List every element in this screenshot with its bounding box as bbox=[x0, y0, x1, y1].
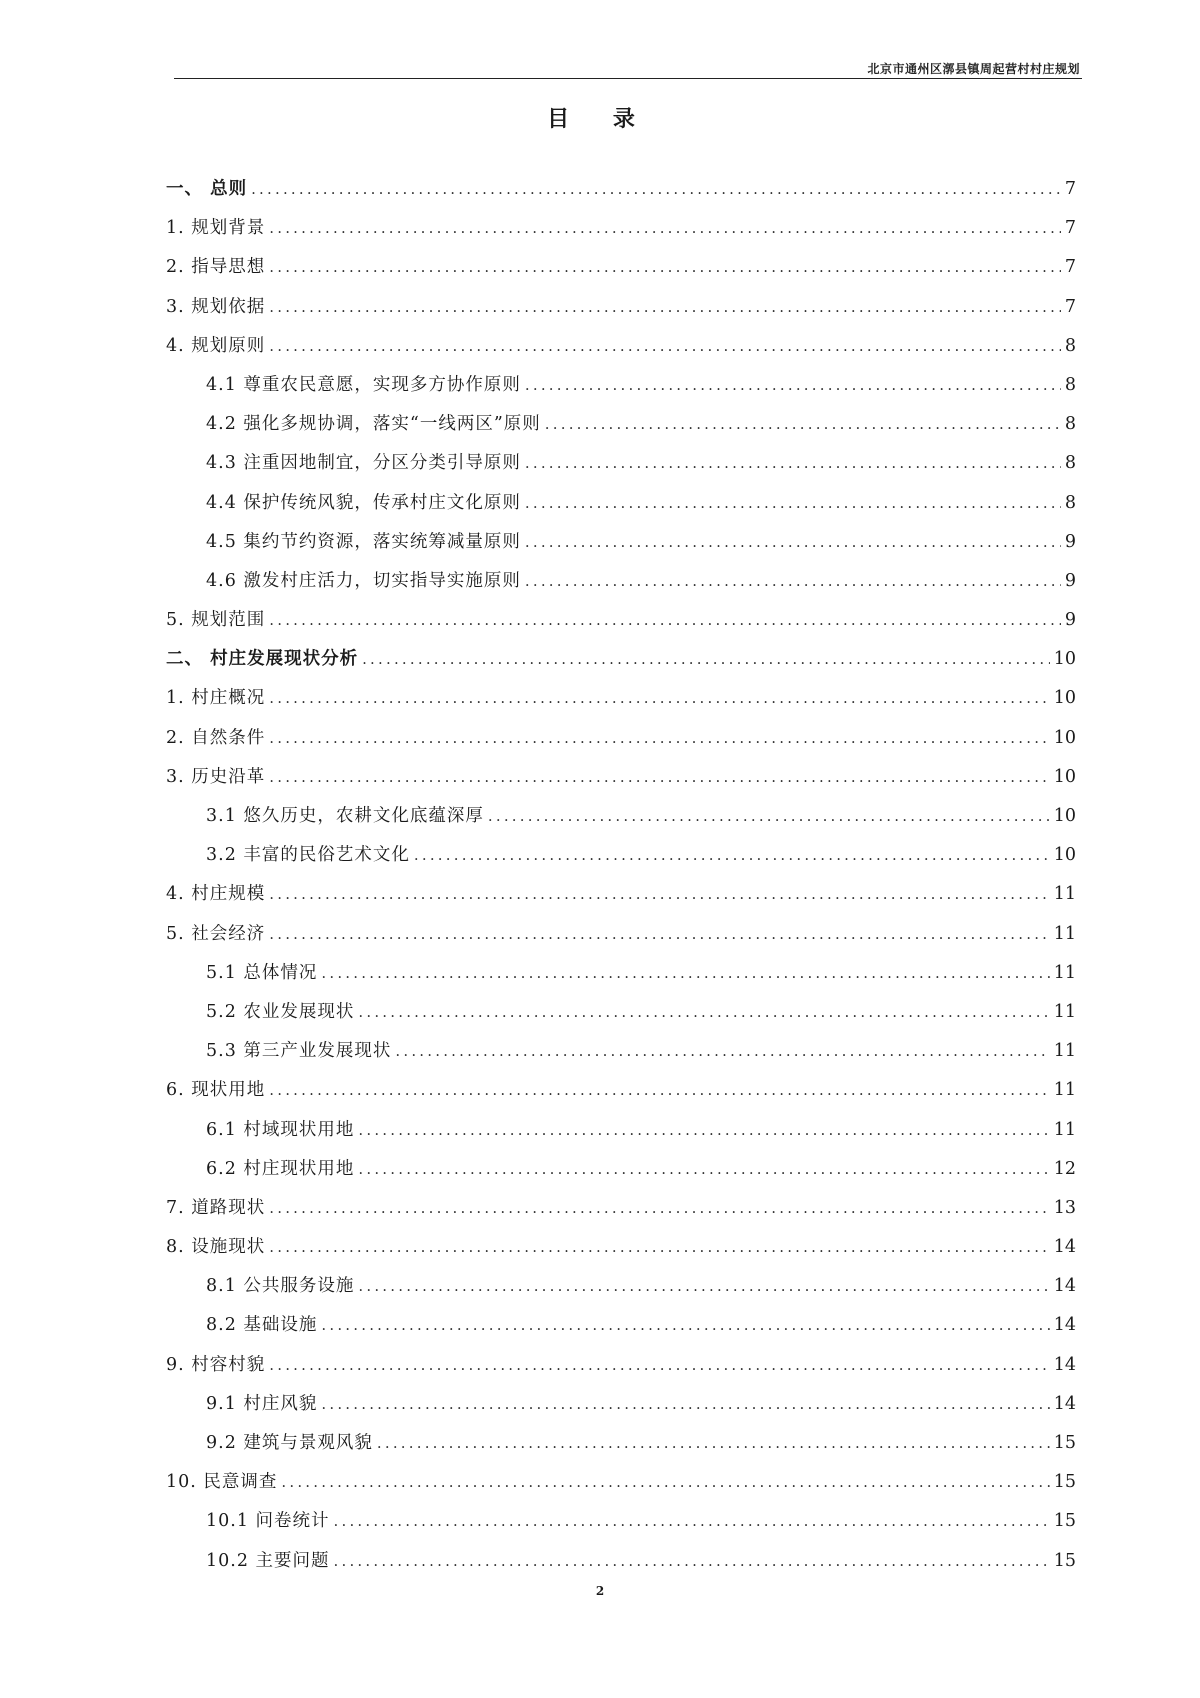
toc-entry-page: 12 bbox=[1053, 1158, 1076, 1179]
toc-entry-page: 11 bbox=[1053, 1119, 1076, 1140]
toc-entry-page: 9 bbox=[1064, 531, 1076, 552]
toc-entry[interactable] bbox=[166, 797, 1076, 836]
toc-entry-label: 10.2 主要问题 bbox=[206, 1550, 330, 1571]
toc-entry-label: 6.2 村庄现状用地 bbox=[206, 1158, 355, 1179]
toc-entry-label: 5.1 总体情况 bbox=[206, 962, 318, 983]
toc-entry[interactable] bbox=[166, 1346, 1076, 1385]
toc-dot-leader bbox=[269, 915, 1049, 954]
toc-dot-leader bbox=[334, 1502, 1050, 1541]
toc-entry[interactable] bbox=[166, 954, 1076, 993]
toc-entry-label: 3.2 丰富的民俗艺术文化 bbox=[206, 845, 410, 866]
toc-entry[interactable] bbox=[166, 1150, 1076, 1189]
toc-dot-leader bbox=[362, 640, 1050, 679]
toc-entry[interactable] bbox=[166, 523, 1076, 562]
toc-entry-page: 11 bbox=[1053, 884, 1076, 905]
toc-entry-page: 10 bbox=[1053, 688, 1076, 709]
toc-entry-page: 13 bbox=[1053, 1197, 1076, 1218]
toc-entry-label: 9.1 村庄风貌 bbox=[206, 1393, 318, 1414]
toc-entry-label: 4.5 集约节约资源，落实统筹减量原则 bbox=[206, 531, 521, 552]
toc-entry-page: 9 bbox=[1064, 570, 1076, 591]
toc-entry-page: 7 bbox=[1064, 257, 1076, 278]
toc-entry[interactable] bbox=[166, 1189, 1076, 1228]
toc-entry-page: 15 bbox=[1053, 1550, 1076, 1571]
toc-dot-leader bbox=[269, 1189, 1049, 1228]
toc-entry-label: 4.1 尊重农民意愿，实现多方协作原则 bbox=[206, 374, 521, 395]
toc-entry-page: 10 bbox=[1053, 649, 1076, 670]
toc-entry-label: 3.1 悠久历史，农耕文化底蕴深厚 bbox=[206, 806, 484, 826]
toc-entry-page: 14 bbox=[1053, 1315, 1076, 1336]
toc-entry[interactable] bbox=[166, 1424, 1076, 1463]
toc-dot-leader bbox=[269, 327, 1061, 366]
toc-entry[interactable] bbox=[166, 640, 1076, 679]
toc-entry-label: 1. 规划背景 bbox=[166, 218, 266, 239]
toc-entry[interactable] bbox=[166, 1071, 1076, 1110]
toc-entry-page: 7 bbox=[1064, 296, 1076, 317]
toc-dot-leader bbox=[525, 484, 1061, 523]
toc-entry-page: 10 bbox=[1053, 766, 1076, 787]
toc-entry[interactable] bbox=[166, 248, 1076, 287]
toc-dot-leader bbox=[321, 1306, 1049, 1345]
page-number: 2 bbox=[595, 1584, 605, 1598]
toc-entry[interactable] bbox=[166, 444, 1076, 483]
toc-dot-leader bbox=[358, 993, 1049, 1032]
toc-entry-label: 9.2 建筑与景观风貌 bbox=[206, 1433, 373, 1453]
toc-entry-label: 5.2 农业发展现状 bbox=[206, 1001, 355, 1022]
toc-entry-label: 7. 道路现状 bbox=[166, 1197, 266, 1218]
toc-entry-label: 3. 历史沿革 bbox=[166, 766, 266, 787]
toc-dot-leader bbox=[269, 288, 1061, 327]
toc-entry-label: 5. 规划范围 bbox=[166, 610, 266, 631]
table-of-contents bbox=[166, 170, 1076, 1581]
toc-entry-label: 6. 现状用地 bbox=[166, 1080, 266, 1101]
toc-entry[interactable] bbox=[166, 758, 1076, 797]
running-header: 北京市通州区漷县镇周起营村村庄规划 bbox=[867, 62, 1080, 76]
toc-entry[interactable] bbox=[166, 1502, 1076, 1541]
toc-entry[interactable] bbox=[166, 836, 1076, 875]
toc-dot-leader bbox=[377, 1424, 1050, 1463]
toc-dot-leader bbox=[269, 209, 1061, 248]
toc-entry-label: 8. 设施现状 bbox=[166, 1237, 266, 1258]
toc-dot-leader bbox=[269, 875, 1049, 914]
toc-entry-label: 一、 总则 bbox=[166, 179, 248, 199]
toc-entry[interactable] bbox=[166, 915, 1076, 954]
toc-entry-label: 二、 村庄发展现状分析 bbox=[166, 649, 359, 670]
toc-dot-leader bbox=[251, 170, 1061, 209]
toc-dot-leader bbox=[269, 679, 1049, 718]
toc-entry-label: 10. 民意调查 bbox=[166, 1472, 278, 1493]
toc-entry[interactable] bbox=[166, 327, 1076, 366]
toc-entry[interactable] bbox=[166, 170, 1076, 209]
toc-entry-label: 4.6 激发村庄活力，切实指导实施原则 bbox=[206, 570, 521, 591]
toc-entry-page: 11 bbox=[1053, 1041, 1076, 1062]
toc-entry[interactable] bbox=[166, 1228, 1076, 1267]
toc-entry[interactable] bbox=[166, 993, 1076, 1032]
toc-dot-leader bbox=[525, 562, 1061, 601]
toc-entry-page: 11 bbox=[1053, 962, 1076, 983]
toc-entry-page: 11 bbox=[1053, 1001, 1076, 1022]
toc-entry-label: 9. 村容村貌 bbox=[166, 1354, 266, 1375]
toc-entry[interactable] bbox=[166, 1463, 1076, 1502]
toc-entry[interactable] bbox=[166, 562, 1076, 601]
toc-entry[interactable] bbox=[166, 601, 1076, 640]
toc-dot-leader bbox=[525, 366, 1061, 405]
toc-entry-label: 4. 规划原则 bbox=[166, 335, 266, 356]
toc-entry-label: 10.1 问卷统计 bbox=[206, 1511, 330, 1532]
toc-entry[interactable] bbox=[166, 209, 1076, 248]
toc-dot-leader bbox=[358, 1150, 1049, 1189]
toc-entry-label: 2. 自然条件 bbox=[166, 727, 266, 748]
toc-entry-label: 4.2 强化多规协调，落实“一线两区”原则 bbox=[206, 414, 541, 435]
toc-entry-label: 8.2 基础设施 bbox=[206, 1315, 318, 1336]
toc-entry[interactable] bbox=[166, 1111, 1076, 1150]
toc-entry-label: 4.3 注重因地制宜，分区分类引导原则 bbox=[206, 453, 521, 474]
toc-dot-leader bbox=[545, 405, 1061, 444]
toc-title: 目 录 bbox=[547, 107, 653, 132]
toc-dot-leader bbox=[525, 523, 1061, 562]
toc-entry-page: 14 bbox=[1053, 1276, 1076, 1297]
toc-entry[interactable] bbox=[166, 1306, 1076, 1345]
toc-dot-leader bbox=[269, 719, 1049, 758]
toc-entry-label: 6.1 村域现状用地 bbox=[206, 1119, 355, 1140]
toc-entry[interactable] bbox=[166, 288, 1076, 327]
toc-entry-label: 5.3 第三产业发展现状 bbox=[206, 1041, 392, 1062]
toc-dot-leader bbox=[358, 1267, 1049, 1306]
toc-entry-label: 8.1 公共服务设施 bbox=[206, 1276, 355, 1297]
toc-entry-label: 4. 村庄规模 bbox=[166, 884, 266, 905]
toc-dot-leader bbox=[269, 248, 1061, 287]
toc-entry-page: 10 bbox=[1053, 806, 1076, 826]
toc-entry-page: 8 bbox=[1064, 374, 1076, 395]
toc-dot-leader bbox=[269, 1346, 1049, 1385]
toc-entry[interactable] bbox=[166, 679, 1076, 718]
toc-entry-page: 8 bbox=[1064, 414, 1076, 435]
toc-entry-page: 7 bbox=[1064, 218, 1076, 239]
header-divider bbox=[174, 78, 1082, 79]
toc-dot-leader bbox=[269, 1228, 1049, 1267]
toc-dot-leader bbox=[358, 1111, 1049, 1150]
toc-entry-page: 8 bbox=[1064, 453, 1076, 474]
toc-dot-leader bbox=[269, 601, 1061, 640]
toc-entry-label: 4.4 保护传统风貌，传承村庄文化原则 bbox=[206, 492, 521, 513]
toc-entry-page: 15 bbox=[1053, 1511, 1076, 1532]
toc-entry-page: 14 bbox=[1053, 1393, 1076, 1414]
toc-entry-page: 10 bbox=[1053, 727, 1076, 748]
toc-entry[interactable] bbox=[166, 1542, 1076, 1581]
toc-entry-page: 11 bbox=[1053, 1080, 1076, 1101]
toc-entry[interactable] bbox=[166, 366, 1076, 405]
toc-entry[interactable] bbox=[166, 1385, 1076, 1424]
toc-entry-page: 9 bbox=[1064, 610, 1076, 631]
toc-dot-leader bbox=[321, 1385, 1049, 1424]
toc-entry-label: 3. 规划依据 bbox=[166, 296, 266, 317]
toc-entry-page: 11 bbox=[1053, 923, 1076, 944]
toc-entry[interactable] bbox=[166, 1267, 1076, 1306]
toc-entry-label: 5. 社会经济 bbox=[166, 923, 266, 944]
toc-entry-page: 14 bbox=[1053, 1237, 1076, 1258]
toc-entry-page: 7 bbox=[1064, 179, 1076, 199]
toc-entry[interactable] bbox=[166, 1032, 1076, 1071]
toc-dot-leader bbox=[269, 758, 1049, 797]
toc-dot-leader bbox=[281, 1463, 1049, 1502]
toc-entry[interactable] bbox=[166, 484, 1076, 523]
toc-dot-leader bbox=[321, 954, 1049, 993]
toc-entry[interactable] bbox=[166, 405, 1076, 444]
toc-entry[interactable] bbox=[166, 719, 1076, 758]
toc-entry-label: 2. 指导思想 bbox=[166, 257, 266, 278]
toc-dot-leader bbox=[269, 1071, 1049, 1110]
toc-entry-page: 15 bbox=[1053, 1472, 1076, 1493]
toc-entry-page: 14 bbox=[1053, 1354, 1076, 1375]
toc-dot-leader bbox=[395, 1032, 1049, 1071]
toc-entry-page: 8 bbox=[1064, 492, 1076, 513]
toc-dot-leader bbox=[525, 444, 1061, 483]
toc-entry-page: 10 bbox=[1053, 845, 1076, 866]
toc-entry-page: 15 bbox=[1053, 1433, 1076, 1453]
toc-dot-leader bbox=[488, 797, 1050, 836]
toc-entry-label: 1. 村庄概况 bbox=[166, 688, 266, 709]
toc-entry[interactable] bbox=[166, 875, 1076, 914]
toc-dot-leader bbox=[414, 836, 1050, 875]
toc-dot-leader bbox=[334, 1542, 1050, 1581]
toc-entry-page: 8 bbox=[1064, 335, 1076, 356]
